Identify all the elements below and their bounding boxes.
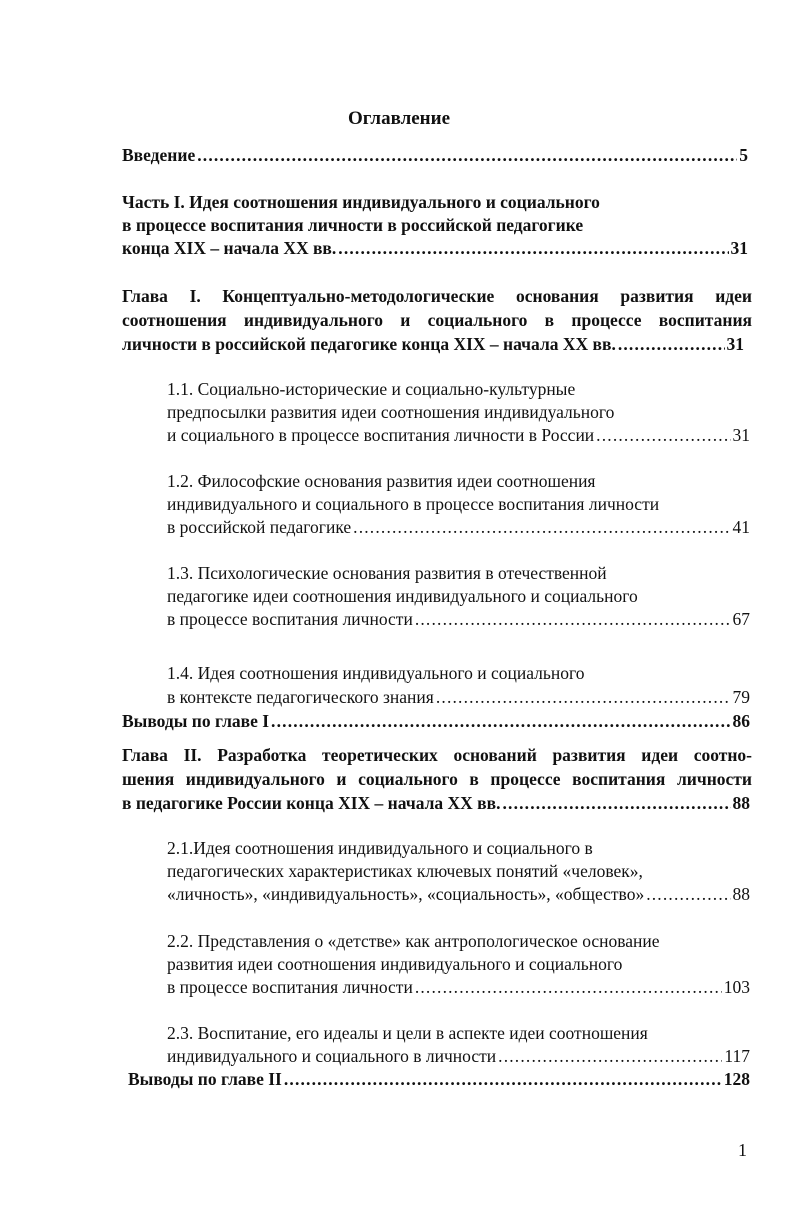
dot-leader [353, 516, 730, 538]
toc-entry-conclusions-2 [128, 1068, 750, 1090]
page-number: 1 [738, 1140, 747, 1160]
entry-page: 86 [732, 711, 750, 731]
toc-entry-s23 [167, 1045, 750, 1067]
s11-line-2: предпосылки развития идеи соотношения индивидуального [167, 402, 615, 422]
toc-entry-chapter2 [122, 792, 750, 814]
toc-entry-s22 [167, 976, 750, 998]
entry-page: 103 [723, 977, 750, 997]
s22-line-2: развития идеи соотношения индивидуального и социального [167, 954, 623, 974]
entry-page: 88 [732, 793, 750, 813]
toc-entry-part1 [122, 237, 748, 259]
s11-line-1: 1.1. Социально-исторические и социально-культурные [167, 379, 576, 399]
s13-line-2: педагогике идеи соотношения индивидуального и социального [167, 586, 638, 606]
entry-label: в российской педагогике [167, 517, 352, 537]
entry-label: конца XIX – начала XX вв. [122, 238, 337, 258]
dot-leader [502, 792, 730, 814]
chapter2-line-2: шения индивидуального и социального в процессе воспитания личности [122, 769, 752, 789]
toc-entry-conclusions-1 [122, 710, 750, 732]
entry-page: 31 [730, 238, 748, 258]
chapter1-line-1: Глава I. Концептуально-методологические основания развития идеи [122, 286, 752, 306]
toc-entry-s13 [167, 608, 750, 630]
chapter2-line-1: Глава II. Разработка теоретических оснований развития идеи соотно- [122, 745, 752, 765]
s21-line-1: 2.1.Идея соотношения индивидуального и социального в [167, 838, 593, 858]
toc-entry-s12 [167, 516, 750, 538]
entry-page: 41 [732, 517, 750, 537]
s14-line-1: 1.4. Идея соотношения индивидуального и социального [167, 663, 585, 683]
dot-leader [618, 333, 725, 355]
part1-line-2: в процессе воспитания личности в российской педагогике [122, 215, 584, 235]
entry-page: 117 [724, 1046, 750, 1066]
s23-line-1: 2.3. Воспитание, его идеалы и цели в аспекте идеи соотношения [167, 1023, 648, 1043]
entry-label: в контексте педагогического знания [167, 687, 434, 707]
dot-leader [284, 1068, 722, 1090]
dot-leader [415, 608, 731, 630]
entry-page: 67 [732, 609, 750, 629]
entry-page: 31 [732, 425, 750, 445]
entry-label: личности в российской педагогике конца XIX – начала XX вв. [122, 334, 616, 354]
chapter1-line-2: соотношения индивидуального и социального в процессе воспитания [122, 310, 752, 330]
toc-entry-s14 [167, 686, 750, 708]
dot-leader [596, 424, 730, 446]
entry-label: индивидуального и социального в личности [167, 1046, 497, 1066]
s22-line-1: 2.2. Представления о «детстве» как антропологическое основание [167, 931, 660, 951]
toc-entry-intro [122, 144, 748, 166]
entry-label: «личность», «индивидуальность», «социальность», «общество» [167, 884, 645, 904]
part1-line-1: Часть I. Идея соотношения индивидуального и социального [122, 192, 600, 212]
entry-label: Выводы по главе II [128, 1069, 282, 1089]
dot-leader [415, 976, 722, 998]
s21-line-2: педагогических характеристиках ключевых понятий «человек», [167, 861, 643, 881]
toc-entry-s21 [167, 883, 750, 905]
s12-line-2: индивидуального и социального в процессе воспитания личности [167, 494, 660, 514]
entry-label: и социального в процессе воспитания личности в России [167, 425, 595, 445]
s12-line-1: 1.2. Философские основания развития идеи соотношения [167, 471, 596, 491]
s13-line-1: 1.3. Психологические основания развития в отечественной [167, 563, 607, 583]
entry-page: 5 [739, 145, 748, 165]
dot-leader [271, 710, 730, 732]
entry-label: в процессе воспитания личности [167, 977, 413, 997]
entry-page: 88 [732, 884, 750, 904]
entry-page: 79 [732, 687, 750, 707]
entry-page: 128 [723, 1069, 750, 1089]
entry-label: в педагогике России конца XIX – начала XX вв. [122, 793, 501, 813]
entry-label: в процессе воспитания личности [167, 609, 413, 629]
toc-entry-s11 [167, 424, 750, 446]
dot-leader [498, 1045, 722, 1067]
entry-label: Введение [122, 145, 196, 165]
entry-page: 31 [726, 334, 744, 354]
entry-label: Выводы по главе I [122, 711, 270, 731]
page-title: Оглавление [347, 108, 451, 129]
dot-leader [646, 883, 730, 905]
dot-leader [197, 144, 737, 166]
dot-leader [338, 237, 728, 259]
toc-entry-chapter1 [122, 333, 744, 355]
dot-leader [436, 686, 731, 708]
